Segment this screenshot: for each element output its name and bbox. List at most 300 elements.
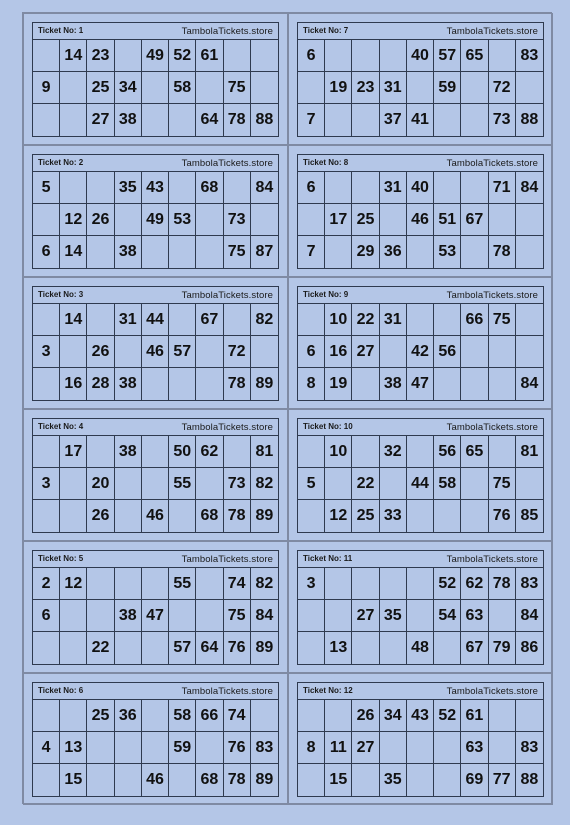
number-cell: 78 [224,368,251,400]
number-cell [407,568,434,600]
number-cell: 59 [434,72,461,104]
number-cell [196,236,223,268]
ticket-header [298,155,543,172]
number-cell: 62 [461,568,488,600]
number-cell: 25 [352,500,379,532]
number-cell [407,600,434,632]
number-cell [33,764,60,796]
ticket-number: Ticket No: 5 [38,554,84,563]
ticket-frame [297,682,544,797]
number-cell: 37 [380,104,407,136]
number-cell [87,764,114,796]
number-cell [87,732,114,764]
number-cell: 47 [407,368,434,400]
number-cell [461,368,488,400]
number-cell [461,500,488,532]
number-cell [407,732,434,764]
number-cell [87,568,114,600]
number-cell: 29 [352,236,379,268]
brand-label: TambolaTickets.store [446,290,538,301]
number-cell: 35 [380,600,407,632]
number-cell [407,236,434,268]
number-cell: 31 [380,304,407,336]
number-cell: 64 [196,104,223,136]
ticket-grid [33,436,278,532]
number-cell: 65 [461,40,488,72]
number-cell [380,468,407,500]
ticket-frame [297,154,544,269]
number-cell: 88 [520,111,539,128]
number-cell: 84 [251,172,278,204]
number-cell: 76 [489,500,516,532]
number-cell: 41 [407,104,434,136]
number-cell [33,204,60,236]
number-cell [224,304,251,336]
ticket-card [23,145,288,277]
number-cell: 83 [516,40,543,72]
number-cell: 42 [407,336,434,368]
ticket-number: Ticket No: 9 [303,290,349,299]
number-cell: 12 [60,568,87,600]
number-cell: 88 [255,111,274,128]
ticket-frame [32,682,279,797]
ticket-frame [32,22,279,137]
ticket-number: Ticket No: 4 [38,422,84,431]
number-cell: 26 [87,500,114,532]
number-cell: 81 [251,436,278,468]
number-cell [251,72,278,104]
number-cell: 56 [434,336,461,368]
ticket-header [298,287,543,304]
number-cell: 84 [251,600,278,632]
number-cell: 75 [224,600,251,632]
number-cell [251,336,278,368]
number-cell: 68 [196,500,223,532]
ticket-header [33,155,278,172]
number-cell: 25 [87,72,114,104]
number-cell: 62 [196,436,223,468]
number-cell: 50 [169,436,196,468]
number-cell [298,600,325,632]
number-cell: 38 [115,236,142,268]
number-cell: 16 [325,336,352,368]
number-cell: 22 [352,468,379,500]
number-cell: 81 [516,436,543,468]
number-cell [352,568,379,600]
number-cell: 79 [489,632,516,664]
number-cell [60,632,87,664]
number-cell [33,700,60,732]
number-cell [461,104,488,136]
ticket-header [33,287,278,304]
number-cell: 40 [407,172,434,204]
ticket-grid [298,40,543,136]
ticket-card [288,13,553,145]
number-cell: 58 [434,468,461,500]
number-cell [87,236,114,268]
ticket-header [33,551,278,568]
number-cell [251,700,278,732]
number-cell: 15 [325,764,352,796]
number-cell [169,236,196,268]
number-cell [516,236,543,268]
ticket-card [23,541,288,673]
number-cell: 26 [87,204,114,236]
number-cell: 26 [352,700,379,732]
ticket-grid [298,700,543,796]
number-cell: 57 [169,632,196,664]
brand-label: TambolaTickets.store [181,422,273,433]
number-cell: 84 [520,375,539,392]
number-cell: 14 [60,40,87,72]
number-cell: 89 [255,507,274,524]
number-cell [224,40,251,72]
brand-label: TambolaTickets.store [446,422,538,433]
number-cell: 87 [255,243,274,260]
number-cell: 23 [352,72,379,104]
number-cell: 75 [489,304,516,336]
number-cell: 36 [380,236,407,268]
number-cell [489,700,516,732]
number-cell: 76 [224,632,251,664]
ticket-frame [297,418,544,533]
number-cell [142,72,169,104]
number-cell [196,204,223,236]
number-cell: 84 [516,600,543,632]
number-cell: 67 [461,632,488,664]
number-cell: 55 [169,468,196,500]
ticket-grid [33,172,278,268]
ticket-number: Ticket No: 3 [38,290,84,299]
number-cell [115,568,142,600]
number-cell [325,600,352,632]
number-cell: 66 [196,700,223,732]
number-cell: 40 [407,40,434,72]
ticket-header [33,23,278,40]
number-cell: 25 [352,204,379,236]
number-cell: 31 [380,72,407,104]
number-cell [325,468,352,500]
number-cell: 66 [461,304,488,336]
ticket-card [288,673,553,805]
number-cell [60,336,87,368]
ticket-frame [32,550,279,665]
number-cell: 78 [224,764,251,796]
number-cell [489,600,516,632]
number-cell [434,632,461,664]
number-cell: 89 [255,639,274,656]
number-cell: 10 [325,304,352,336]
number-cell: 44 [142,304,169,336]
number-cell: 31 [115,304,142,336]
number-cell [407,764,434,796]
number-cell [60,72,87,104]
number-cell [60,468,87,500]
number-cell: 59 [169,732,196,764]
brand-label: TambolaTickets.store [181,686,273,697]
number-cell [461,468,488,500]
number-cell: 46 [142,500,169,532]
number-cell: 20 [87,468,114,500]
number-cell: 68 [196,764,223,796]
number-cell: 83 [516,732,543,764]
ticket-number: Ticket No: 11 [303,554,353,563]
number-cell: 52 [434,700,461,732]
number-cell [434,172,461,204]
number-cell [33,500,60,532]
ticket-sheet [22,12,552,804]
number-cell: 82 [251,568,278,600]
number-cell [115,632,142,664]
number-cell [115,500,142,532]
number-cell: 11 [325,732,352,764]
number-cell [298,204,325,236]
number-cell: 74 [224,700,251,732]
number-cell [115,40,142,72]
number-cell [33,104,60,136]
number-cell: 38 [380,368,407,400]
number-cell [33,632,60,664]
number-cell [196,568,223,600]
number-cell: 3 [33,468,60,500]
ticket-number: Ticket No: 6 [38,686,84,695]
number-cell: 38 [115,368,142,400]
number-cell: 72 [224,336,251,368]
number-cell [196,336,223,368]
number-cell [516,336,543,368]
number-cell: 82 [251,304,278,336]
number-cell: 13 [60,732,87,764]
number-cell: 75 [224,72,251,104]
ticket-frame [297,22,544,137]
number-cell: 27 [352,732,379,764]
number-cell [380,40,407,72]
number-cell: 65 [461,436,488,468]
ticket-grid [298,304,543,400]
ticket-number: Ticket No: 10 [303,422,353,431]
number-cell: 64 [196,632,223,664]
brand-label: TambolaTickets.store [181,554,273,565]
number-cell: 14 [60,236,87,268]
ticket-header [33,419,278,436]
number-cell [224,436,251,468]
ticket-grid [33,304,278,400]
number-cell [298,764,325,796]
number-cell: 73 [489,104,516,136]
number-cell: 28 [87,368,114,400]
number-cell [434,304,461,336]
number-cell: 5 [298,468,325,500]
number-cell [142,468,169,500]
number-cell: 10 [325,436,352,468]
number-cell: 8 [298,732,325,764]
number-cell [489,204,516,236]
ticket-frame [32,154,279,269]
number-cell: 61 [461,700,488,732]
brand-label: TambolaTickets.store [181,290,273,301]
number-cell [115,336,142,368]
number-cell [60,104,87,136]
number-cell [33,304,60,336]
number-cell [325,700,352,732]
ticket-card [288,277,553,409]
ticket-frame [297,286,544,401]
ticket-frame [32,286,279,401]
number-cell [196,468,223,500]
number-cell: 78 [489,568,516,600]
number-cell [516,304,543,336]
number-cell: 61 [196,40,223,72]
number-cell: 27 [87,104,114,136]
number-cell [87,172,114,204]
number-cell: 77 [489,764,516,796]
number-cell [407,436,434,468]
number-cell [516,700,543,732]
number-cell [352,632,379,664]
number-cell [380,568,407,600]
number-cell: 54 [434,600,461,632]
number-cell: 76 [224,732,251,764]
number-cell: 17 [325,204,352,236]
number-cell: 44 [407,468,434,500]
number-cell: 51 [434,204,461,236]
number-cell: 14 [60,304,87,336]
number-cell: 46 [407,204,434,236]
number-cell: 89 [255,375,274,392]
number-cell [87,600,114,632]
number-cell [325,568,352,600]
number-cell [142,368,169,400]
number-cell: 23 [87,40,114,72]
number-cell: 86 [520,639,539,656]
number-cell [33,368,60,400]
number-cell: 67 [196,304,223,336]
number-cell [196,72,223,104]
number-cell: 6 [33,600,60,632]
brand-label: TambolaTickets.store [446,26,538,37]
number-cell [434,764,461,796]
number-cell [380,204,407,236]
number-cell [224,172,251,204]
number-cell: 78 [489,236,516,268]
number-cell: 27 [352,336,379,368]
number-cell: 32 [380,436,407,468]
number-cell: 34 [380,700,407,732]
number-cell: 12 [60,204,87,236]
ticket-number: Ticket No: 2 [38,158,84,167]
number-cell: 53 [434,236,461,268]
brand-label: TambolaTickets.store [181,26,273,37]
number-cell: 2 [33,568,60,600]
number-cell: 52 [169,40,196,72]
number-cell [142,732,169,764]
number-cell: 9 [33,72,60,104]
number-cell: 46 [142,764,169,796]
number-cell: 6 [298,336,325,368]
number-cell: 58 [169,700,196,732]
number-cell: 17 [60,436,87,468]
number-cell [325,40,352,72]
ticket-card [23,13,288,145]
number-cell [352,436,379,468]
brand-label: TambolaTickets.store [446,686,538,697]
number-cell [196,600,223,632]
ticket-card [288,541,553,673]
number-cell [298,500,325,532]
number-cell [380,632,407,664]
number-cell: 56 [434,436,461,468]
number-cell [142,568,169,600]
number-cell [352,40,379,72]
number-cell [489,40,516,72]
number-cell: 47 [142,600,169,632]
ticket-header [33,683,278,700]
number-cell: 75 [489,468,516,500]
ticket-card [23,277,288,409]
number-cell: 19 [325,368,352,400]
number-cell: 34 [115,72,142,104]
number-cell [115,732,142,764]
ticket-header [298,23,543,40]
number-cell [298,304,325,336]
number-cell: 38 [115,104,142,136]
number-cell [352,172,379,204]
ticket-grid [33,700,278,796]
number-cell: 3 [33,336,60,368]
number-cell [251,40,278,72]
number-cell [60,500,87,532]
number-cell: 58 [169,72,196,104]
ticket-card [288,409,553,541]
number-cell [516,468,543,500]
number-cell: 35 [115,172,142,204]
number-cell [352,104,379,136]
number-cell: 73 [224,468,251,500]
number-cell: 71 [489,172,516,204]
number-cell [516,204,543,236]
number-cell: 67 [461,204,488,236]
number-cell [298,436,325,468]
number-cell: 3 [298,568,325,600]
number-cell [407,72,434,104]
number-cell [489,336,516,368]
number-cell: 85 [520,507,539,524]
number-cell [325,236,352,268]
number-cell: 15 [60,764,87,796]
number-cell: 27 [352,600,379,632]
number-cell [407,304,434,336]
number-cell: 63 [461,600,488,632]
number-cell: 6 [298,172,325,204]
number-cell: 52 [434,568,461,600]
number-cell: 7 [298,104,325,136]
number-cell: 55 [169,568,196,600]
number-cell [489,732,516,764]
number-cell: 84 [516,172,543,204]
brand-label: TambolaTickets.store [446,158,538,169]
ticket-grid [298,436,543,532]
ticket-header [298,683,543,700]
number-cell [325,172,352,204]
number-cell: 57 [169,336,196,368]
number-cell [298,632,325,664]
number-cell: 73 [224,204,251,236]
number-cell: 5 [33,172,60,204]
number-cell: 53 [169,204,196,236]
number-cell: 68 [196,172,223,204]
number-cell [169,304,196,336]
number-cell: 25 [87,700,114,732]
